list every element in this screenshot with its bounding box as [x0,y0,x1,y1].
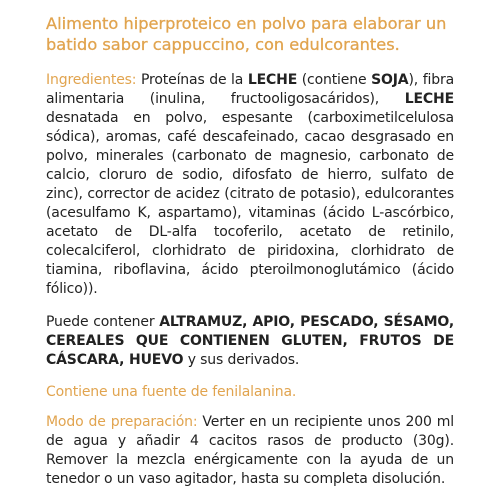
label-text-panel [46,13,454,489]
may-contain-allergens: ALTRAMUZ, APIO, PESCADO, SÉSAMO, CEREALES QUE CONTIENEN GLUTEN, FRUTOS DE CÁSCARA, HUEVO [46,314,454,368]
preparation-text: Verter en un recipiente unos 200 ml de agua y añadir 4 cacitos rasos de producto (30g). Remover la mezcla enérgicamente con la ayuda de un tenedor o un vaso agitador, hasta su completa disolución. [46,414,454,487]
phenylalanine-warning: Contiene una fuente de fenilalanina. [46,384,297,400]
preparation-paragraph [46,413,454,489]
ingredients-label: Ingredientes: [46,72,137,88]
ingredients-text-2: (contiene [297,72,372,88]
may-contain-paragraph [46,313,454,370]
allergen-leche-2: LECHE [404,91,454,107]
ingredients-text-1: Proteínas de la [136,72,248,88]
may-contain-prefix: Puede contener [46,314,160,330]
ingredients-paragraph [46,71,454,299]
ingredients-text-4: desnatada en polvo, espesante (carboximetilcelulosa sódica), aromas, café descafeinado, cacao desgrasado en polvo, minerales (carbonato de magnesio, carbonato de calcio, cloruro de sodio, difosfato de hierro, sulfato de zinc), corrector de acidez (citrato de potasio), edulcorantes (acesulfamo K, aspartamo), vitaminas (ácido L-ascórbico, acetato de DL-alfa tocoferilo, acetato de retinilo, colecalciferol, clorhidrato de piridoxina, clorhidrato de tiamina, riboflavina, ácido pteroilmonoglutámico (ácido fólico)). [46,110,454,297]
allergen-soja: SOJA [371,72,409,88]
ingredients-text-3: ), fibra alimentaria (inulina, fructooligosacáridos), [46,72,455,107]
preparation-label: Modo de preparación: [46,414,198,430]
allergen-leche-1: LECHE [247,72,298,88]
product-description-title: Alimento hiperproteico en polvo para elaborar un batido sabor cappuccino, con edulcorantes. [46,14,447,54]
may-contain-suffix: y sus derivados. [183,352,300,368]
